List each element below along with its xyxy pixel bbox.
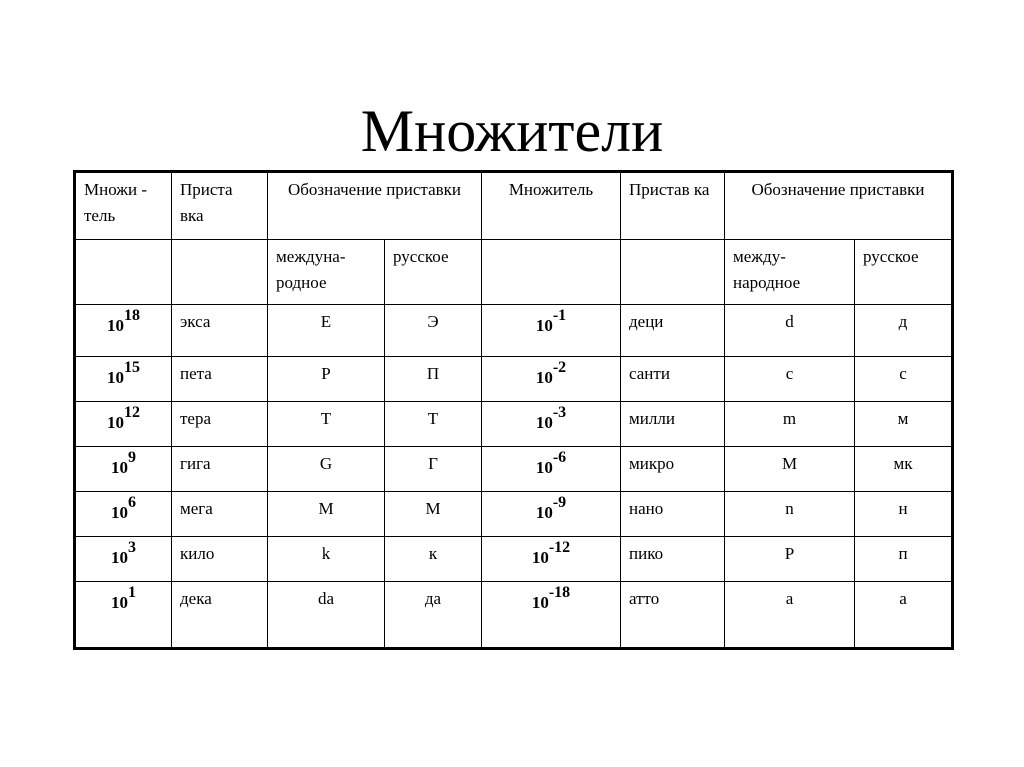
international-symbol-right: m [725,402,855,447]
subheader-russian-right: русское [855,240,953,305]
multiplier-right [482,402,621,447]
prefix-name-right: нано [621,492,725,537]
prefix-name-left: дека [172,582,268,649]
international-symbol-right: n [725,492,855,537]
multiplier-exponent: -2 [552,359,567,376]
multiplier-base: 10 [531,548,549,567]
prefix-name-left: кило [172,537,268,582]
page-title: Множители [360,98,664,164]
subheader-russian-left: русское [385,240,482,305]
russian-symbol-right: м [855,402,953,447]
multiplier-right [482,492,621,537]
header-prefix-left: Приста вка [172,172,268,240]
international-symbol-left: T [268,402,385,447]
international-symbol-left: P [268,357,385,402]
prefix-name-right: пико [621,537,725,582]
header-multiplier-left: Множи - тель [75,172,172,240]
international-symbol-left: M [268,492,385,537]
header-multiplier-right: Множитель [482,172,621,240]
multiplier-exponent: 9 [128,449,136,466]
multiplier-exponent: 12 [124,404,140,421]
russian-symbol-left: П [385,357,482,402]
russian-symbol-right: мк [855,447,953,492]
multiplier-right [482,357,621,402]
table-row [75,537,953,582]
prefix-name-left: пета [172,357,268,402]
prefix-name-left: гига [172,447,268,492]
multiplier-left [75,492,172,537]
prefix-name-left: тера [172,402,268,447]
subheader-row [75,240,953,305]
header-symbol-left: Обозначение приставки [268,172,482,240]
header-prefix-right: Пристав ка [621,172,725,240]
multiplier-exponent: -18 [548,584,571,601]
multiplier-right [482,447,621,492]
multiplier-exponent: 1 [128,584,136,601]
multiplier-base: 10 [111,458,128,477]
multiplier-base: 10 [107,368,124,387]
multiplier-base: 10 [107,316,124,335]
prefix-name-left: экса [172,305,268,357]
russian-symbol-right: н [855,492,953,537]
multiplier-left [75,582,172,649]
subheader-empty-cell [621,240,725,305]
subheader-empty-cell [172,240,268,305]
subheader-international-right: между-народное [725,240,855,305]
multiplier-base: 10 [535,368,553,387]
table-row [75,582,953,649]
russian-symbol-right: с [855,357,953,402]
russian-symbol-right: а [855,582,953,649]
russian-symbol-left: T [385,402,482,447]
russian-symbol-left: Э [385,305,482,357]
russian-symbol-right: п [855,537,953,582]
multiplier-base: 10 [111,593,128,612]
russian-symbol-left: Г [385,447,482,492]
russian-symbol-right: д [855,305,953,357]
international-symbol-right: c [725,357,855,402]
multiplier-exponent: 6 [128,494,136,511]
russian-symbol-left: к [385,537,482,582]
international-symbol-left: da [268,582,385,649]
subheader-empty-cell [75,240,172,305]
prefix-table [73,170,954,650]
international-symbol-right: a [725,582,855,649]
multiplier-left [75,357,172,402]
international-symbol-left: G [268,447,385,492]
multiplier-exponent: -1 [552,307,567,324]
multiplier-left [75,402,172,447]
multiplier-base: 10 [535,316,553,335]
international-symbol-right: P [725,537,855,582]
table-row [75,357,953,402]
international-symbol-right: d [725,305,855,357]
multiplier-left [75,305,172,357]
multiplier-base: 10 [531,593,549,612]
table-row [75,447,953,492]
subheader-international-left: междуна-родное [268,240,385,305]
multiplier-exponent: -3 [552,404,567,421]
multiplier-exponent: 3 [128,539,136,556]
multiplier-base: 10 [535,458,553,477]
international-symbol-left: E [268,305,385,357]
table-row [75,305,953,357]
international-symbol-left: k [268,537,385,582]
prefix-name-right: микро [621,447,725,492]
russian-symbol-left: M [385,492,482,537]
multiplier-exponent: 15 [124,359,140,376]
prefix-name-right: деци [621,305,725,357]
russian-symbol-left: да [385,582,482,649]
multiplier-base: 10 [111,503,128,522]
table-row [75,402,953,447]
multiplier-base: 10 [111,548,128,567]
multiplier-right [482,582,621,649]
subheader-empty-cell [482,240,621,305]
multiplier-right [482,537,621,582]
multiplier-base: 10 [107,413,124,432]
multiplier-left [75,447,172,492]
international-symbol-right: M [725,447,855,492]
multiplier-base: 10 [535,503,553,522]
prefix-name-right: санти [621,357,725,402]
prefix-name-right: милли [621,402,725,447]
prefix-name-right: атто [621,582,725,649]
header-symbol-right: Обозначение приставки [725,172,953,240]
multiplier-exponent: -12 [548,539,571,556]
table-row [75,492,953,537]
multiplier-exponent: 18 [124,307,140,324]
multiplier-exponent: -9 [552,494,567,511]
multiplier-exponent: -6 [552,449,567,466]
multiplier-right [482,305,621,357]
prefix-name-left: мега [172,492,268,537]
multiplier-base: 10 [535,413,553,432]
header-row [75,172,953,240]
multiplier-left [75,537,172,582]
